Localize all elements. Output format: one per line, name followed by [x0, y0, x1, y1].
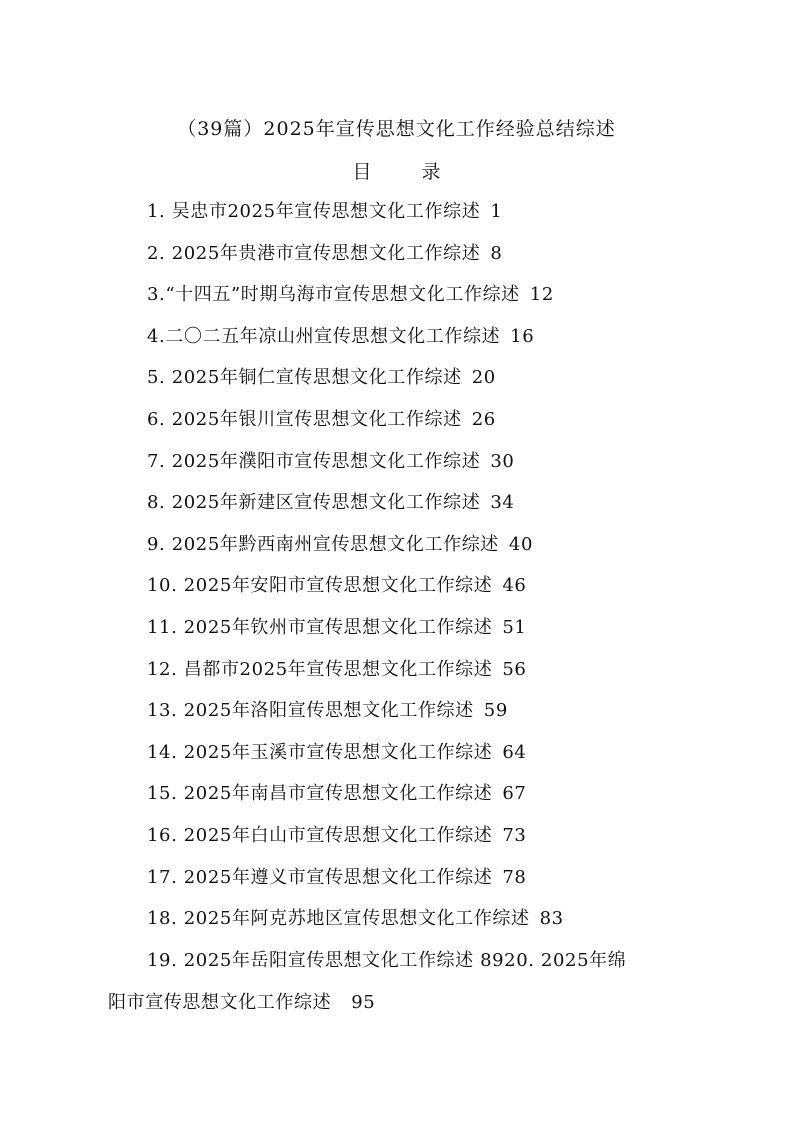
toc-entry — [147, 405, 707, 447]
toc-entry-19-line1: 19. 2025年岳阳宣传思想文化工作综述 8920. 2025年绵 — [147, 950, 627, 971]
toc-entry-label: 15. 2025年南昌市宣传思想文化工作综述 — [147, 783, 493, 805]
toc-entry-label: 11. 2025年钦州市宣传思想文化工作综述 — [147, 616, 493, 638]
toc-entry-label: 8. 2025年新建区宣传思想文化工作综述 — [147, 492, 481, 514]
toc-entry-page-number: 78 — [502, 866, 527, 888]
toc-entry — [147, 447, 707, 489]
toc-entry-label: 6. 2025年银川宣传思想文化工作综述 — [147, 408, 462, 430]
toc-entry-page-number: 46 — [502, 575, 527, 597]
toc-entry-page-number: 56 — [502, 658, 527, 680]
toc-entry-label: 2. 2025年贵港市宣传思想文化工作综述 — [147, 242, 481, 264]
toc-entry-label: 7. 2025年濮阳市宣传思想文化工作综述 — [147, 450, 481, 472]
toc-entry — [147, 322, 707, 364]
toc-entry — [147, 655, 707, 697]
toc-entry — [147, 696, 707, 738]
toc-entry-page-number: 12 — [529, 284, 554, 306]
toc-entry-page-number: 64 — [502, 741, 527, 763]
toc-entry — [147, 613, 707, 655]
toc-heading: 目 录 — [352, 161, 463, 183]
toc-entry-page-number: 1 — [490, 201, 503, 222]
toc-entry — [147, 363, 707, 405]
toc-entry-page-number: 34 — [490, 492, 515, 514]
toc-entry-label: 18. 2025年阿克苏地区宣传思想文化工作综述 — [147, 908, 530, 930]
toc-entry-label: 9. 2025年黔西南州宣传思想文化工作综述 — [147, 533, 499, 555]
toc-entry-page-number: 40 — [508, 533, 534, 555]
toc-entry-label: 16. 2025年白山市宣传思想文化工作综述 — [147, 824, 493, 846]
toc-entry — [147, 571, 707, 613]
toc-entry-label: 4.二〇二五年凉山州宣传思想文化工作综述 — [147, 325, 501, 347]
toc-entry-label: 17. 2025年遵义市宣传思想文化工作综述 — [147, 866, 493, 888]
toc-entry — [147, 738, 707, 780]
toc-entry-page-number: 8 — [490, 242, 503, 264]
toc-entry-label: 13. 2025年洛阳宣传思想文化工作综述 — [147, 700, 474, 722]
toc-entry — [147, 530, 707, 572]
toc-entry-page-number: 67 — [502, 783, 527, 805]
toc-entry-label: 12. 昌都市2025年宣传思想文化工作综述 — [147, 658, 493, 680]
toc-entry-label: 5. 2025年铜仁宣传思想文化工作综述 — [147, 367, 462, 389]
document-title: （39篇）2025年宣传思想文化工作经验总结综述 — [177, 118, 616, 140]
toc-entry-page-number: 73 — [502, 824, 527, 846]
toc-entry-label: 14. 2025年玉溪市宣传思想文化工作综述 — [147, 741, 493, 763]
toc-entry-page-number: 16 — [510, 325, 535, 347]
toc-entry — [147, 197, 707, 239]
toc-entry — [147, 239, 707, 281]
toc-entry-page-number: 83 — [539, 908, 564, 930]
toc-entry-label: 3.“十四五”时期乌海市宣传思想文化工作综述 — [147, 284, 520, 306]
toc-entry — [147, 821, 707, 863]
toc-entry-label: 1. 吴忠市2025年宣传思想文化工作综述 — [147, 201, 481, 222]
toc-entry-page-number: 30 — [490, 450, 515, 472]
toc-entry — [147, 904, 707, 946]
table-of-contents — [147, 197, 707, 946]
toc-entry — [147, 280, 707, 322]
toc-entry — [147, 779, 707, 821]
toc-entry-page-number: 51 — [502, 616, 527, 638]
toc-entry — [147, 863, 707, 905]
toc-entry-label: 阳市宣传思想文化工作综述 — [108, 992, 332, 1013]
toc-entry-page-number: 59 — [483, 700, 508, 722]
toc-entry-page-number: 95 — [351, 992, 376, 1013]
toc-entry-page-number: 20 — [471, 367, 496, 389]
toc-entry — [147, 488, 707, 530]
toc-entry-label: 10. 2025年安阳市宣传思想文化工作综述 — [147, 575, 493, 597]
toc-entry-page-number: 26 — [471, 408, 496, 430]
toc-entry-20-line2 — [108, 988, 375, 1017]
